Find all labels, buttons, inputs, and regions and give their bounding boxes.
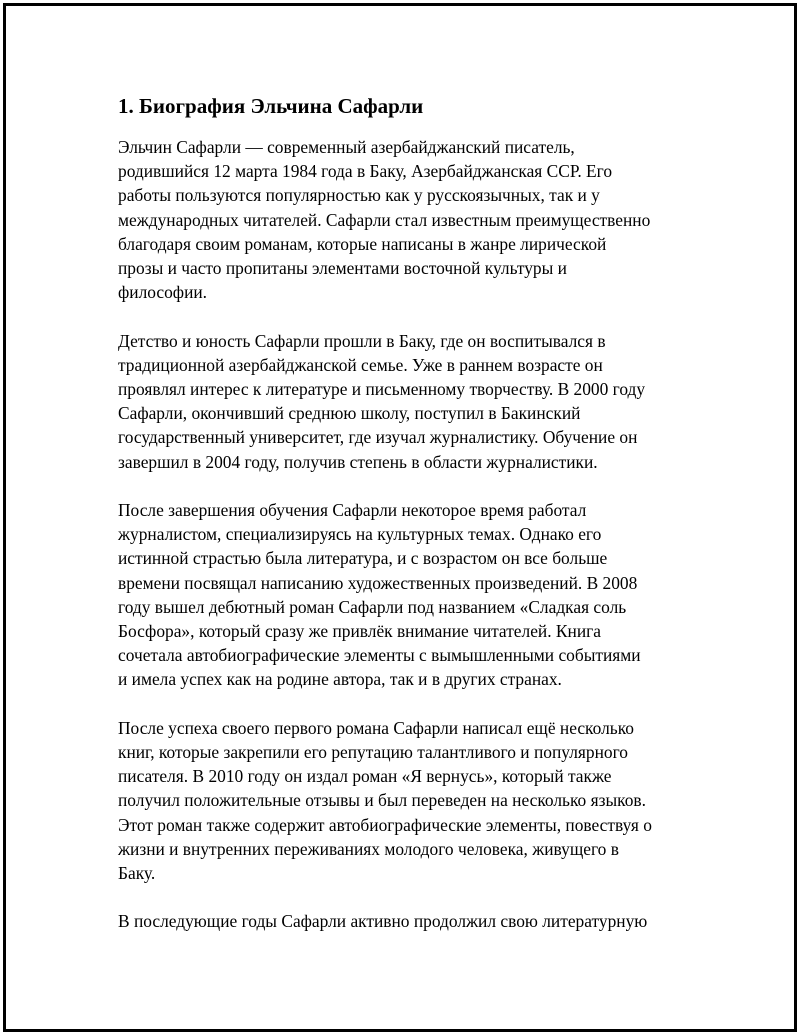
text-line: В последующие годы Сафарли активно продолжил свою литературную [118, 911, 648, 932]
text-line: истинной страстью была литература, и с возрастом он все больше [118, 548, 608, 569]
text-line: и имела успех как на родине автора, так и в других странах. [118, 669, 562, 690]
text-line: Сафарли, окончивший среднюю школу, поступил в Бакинский [118, 403, 581, 424]
text-line: Эльчин Сафарли — современный азербайджанский писатель, [118, 137, 575, 157]
text-line: работы пользуются популярностью как у русскоязычных, так и у [118, 185, 600, 206]
text-line: завершил в 2004 году, получив степень в области журналистики. [118, 451, 598, 472]
text-line: После успеха своего первого романа Сафарли написал ещё несколько [118, 717, 634, 738]
text-line: книг, которые закрепили его репутацию талантливого и популярного [118, 742, 628, 763]
paragraph-5 [118, 909, 688, 933]
text-line: международных читателей. Сафарли стал известным преимущественно [118, 209, 651, 230]
text-line: году вышел дебютный роман Сафарли под названием «Сладкая соль [118, 596, 627, 617]
text-line: получил положительные отзывы и был переведен на несколько языков. [118, 790, 646, 811]
text-line: жизни и внутренних переживаниях молодого человека, живущего в [118, 838, 619, 859]
text-line: родившийся 12 марта 1984 года в Баку, Азербайджанская ССР. Его [118, 161, 613, 182]
paragraph-4 [118, 716, 688, 885]
text-line: сочетала автобиографические элементы с вымышленными событиями [118, 645, 641, 666]
text-line: Этот роман также содержит автобиографические элементы, повествуя о [118, 814, 652, 835]
text-line: государственный университет, где изучал журналистику. Обучение он [118, 427, 638, 448]
text-line: благодаря своим романам, которые написаны в жанре лирической [118, 233, 607, 254]
text-line: традиционной азербайджанской семье. Уже в раннем возрасте он [118, 354, 603, 375]
paragraph-2 [118, 329, 688, 474]
document-body [118, 93, 688, 958]
paragraph-3 [118, 498, 688, 692]
text-line: Детство и юность Сафарли прошли в Баку, где он воспитывался в [118, 330, 606, 351]
text-line: философии. [118, 282, 208, 303]
text-line: журналистом, специализируясь на культурных темах. Однако его [118, 524, 602, 545]
text-line: времени посвящал написанию художественных произведений. В 2008 [118, 572, 638, 593]
section-heading: 1. Биография Эльчина Сафарли [118, 94, 424, 118]
text-line: писателя. В 2010 году он издал роман «Я вернусь», который также [118, 766, 612, 787]
text-line: Босфора», который сразу же привлёк внимание читателей. Книга [118, 621, 601, 642]
text-line: прозы и часто пропитаны элементами восточной культуры и [118, 258, 567, 279]
text-line: проявлял интерес к литературе и письменному творчеству. В 2000 году [118, 379, 646, 400]
text-line: Баку. [118, 863, 156, 884]
text-line: После завершения обучения Сафарли некоторое время работал [118, 500, 587, 521]
paragraph-1 [118, 135, 688, 304]
